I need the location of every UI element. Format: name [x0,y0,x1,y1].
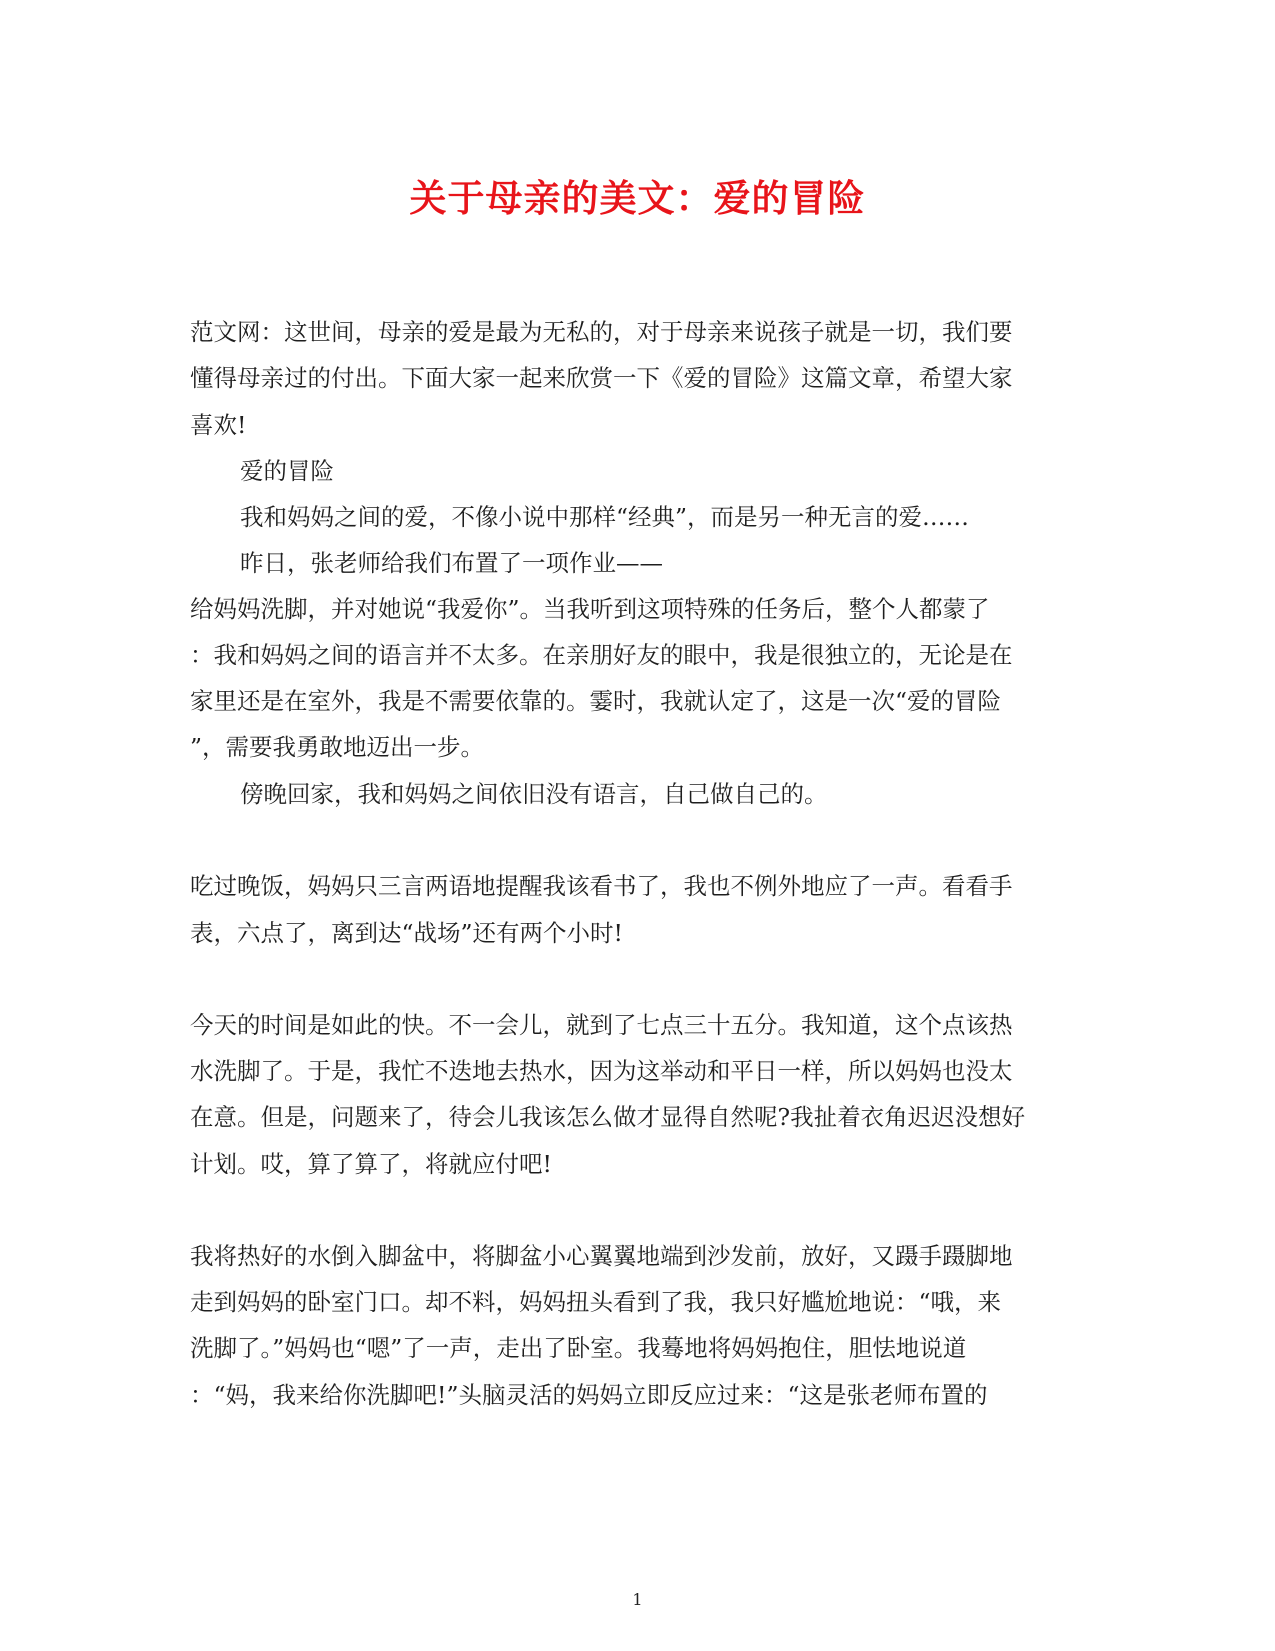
body-line: 傍晚回家，我和妈妈之间依旧没有语言，自己做自己的。 [240,780,828,808]
body-line: 懂得母亲过的付出。下面大家一起来欣赏一下《爱的冒险》这篇文章，希望大家 [190,364,1013,392]
body-line: 我和妈妈之间的爱，不像小说中那样“经典”，而是另一种无言的爱…… [240,503,970,531]
body-line: 在意。但是，问题来了，待会儿我该怎么做才显得自然呢?我扯着衣角迟迟没想好 [190,1103,1026,1131]
article-subtitle: 爱的冒险 [240,457,334,485]
body-line: 给妈妈洗脚，并对她说“我爱你”。当我听到这项特殊的任务后，整个人都蒙了 [190,595,990,623]
body-line: 吃过晚饭，妈妈只三言两语地提醒我该看书了，我也不例外地应了一声。看看手 [190,872,1013,900]
body-line: 喜欢! [190,411,247,439]
body-line: 走到妈妈的卧室门口。却不料，妈妈扭头看到了我，我只好尴尬地说：“哦，来 [190,1288,1002,1316]
page-number: 1 [632,1590,643,1609]
body-line: 水洗脚了。于是，我忙不迭地去热水，因为这举动和平日一样，所以妈妈也没太 [190,1057,1013,1085]
body-line: 我将热好的水倒入脚盆中，将脚盆小心翼翼地端到沙发前，放好，又蹑手蹑脚地 [190,1242,1013,1270]
body-line: 表，六点了，离到达“战场”还有两个小时! [190,919,623,947]
body-line: ”，需要我勇敢地迈出一步。 [190,733,485,761]
body-line: 范文网：这世间，母亲的爱是最为无私的，对于母亲来说孩子就是一切，我们要 [190,318,1013,346]
body-line: 计划。哎，算了算了，将就应付吧! [190,1150,552,1178]
body-line: 昨日，张老师给我们布置了一项作业—— [240,549,663,577]
body-line: ：“妈，我来给你洗脚吧!”头脑灵活的妈妈立即反应过来：“这是张老师布置的 [190,1381,988,1409]
body-line: ：我和妈妈之间的语言并不太多。在亲朋好友的眼中，我是很独立的，无论是在 [190,641,1013,669]
body-line: 家里还是在室外，我是不需要依靠的。霎时，我就认定了，这是一次“爱的冒险 [190,687,1002,715]
body-line: 今天的时间是如此的快。不一会儿，就到了七点三十五分。我知道，这个点该热 [190,1011,1013,1039]
document-title: 关于母亲的美文：爱的冒险 [409,176,866,220]
body-line: 洗脚了。”妈妈也“嗯”了一声，走出了卧室。我蓦地将妈妈抱住，胆怯地说道 [190,1334,967,1362]
